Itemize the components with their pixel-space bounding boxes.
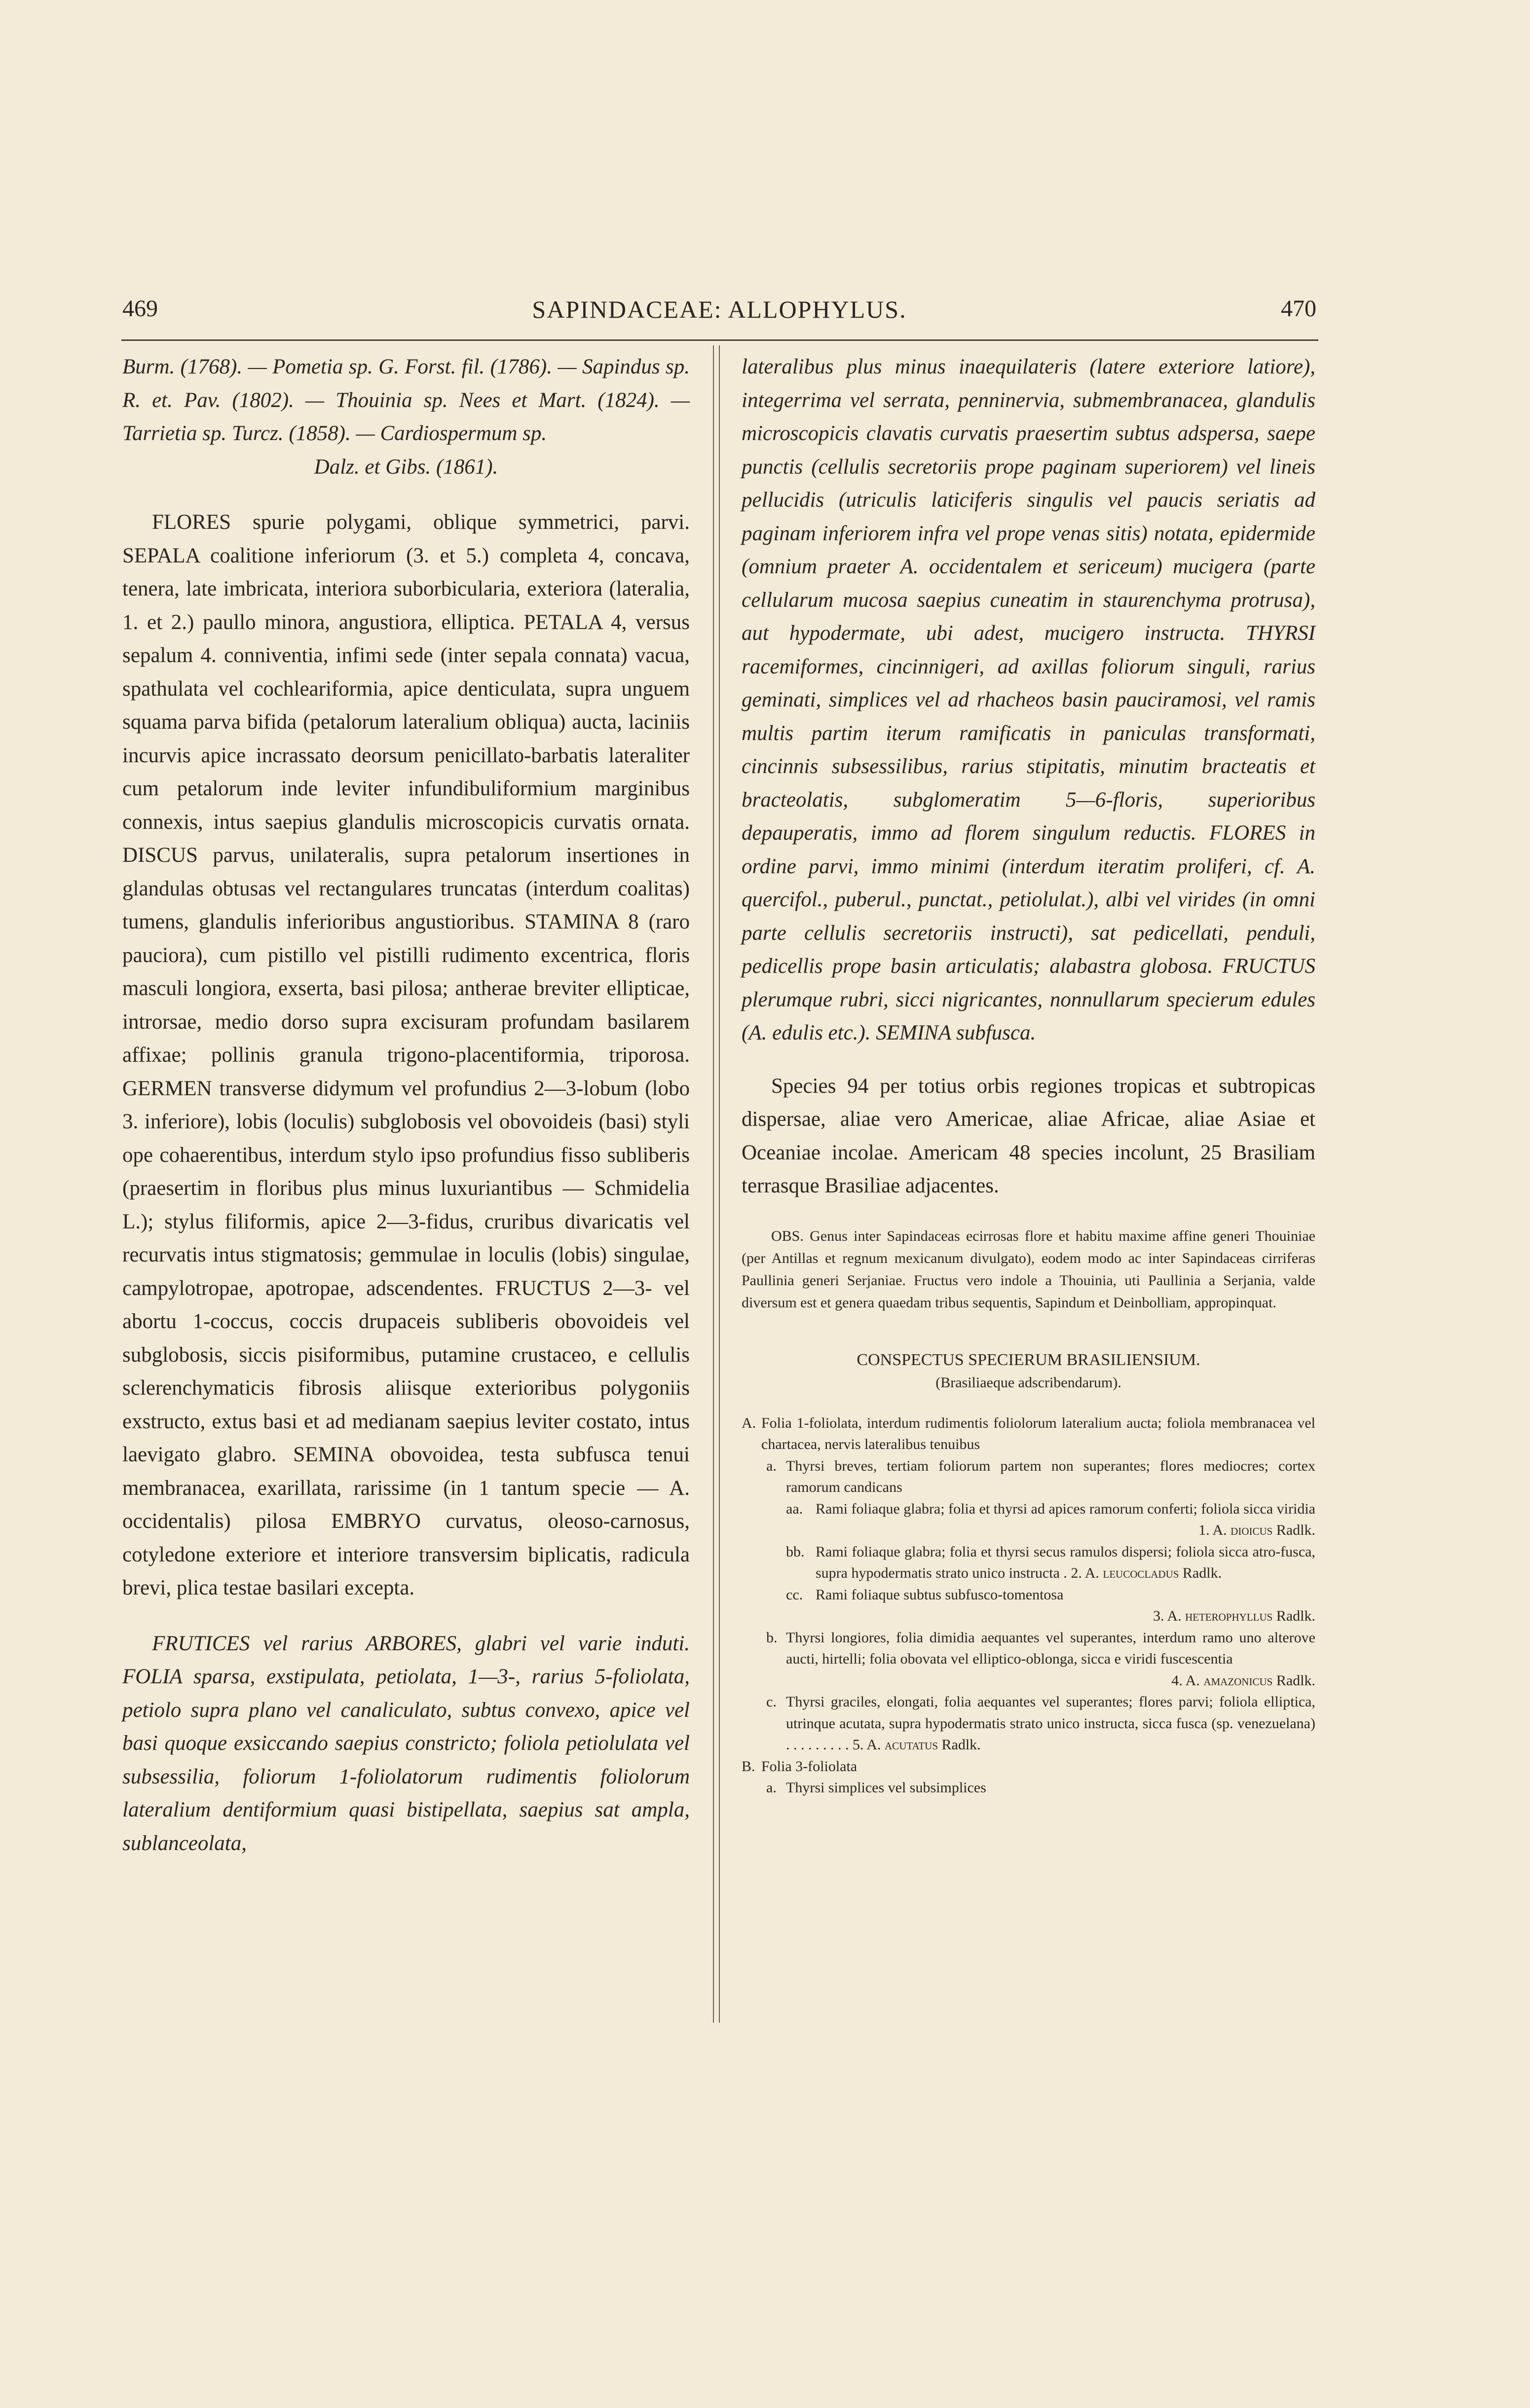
right-column [742, 350, 1315, 1799]
key-entry [742, 1584, 1315, 1627]
key-label: a. [766, 1779, 777, 1796]
key-species-name: 1. A. dioicus Radlk. [1198, 1522, 1315, 1538]
species-key [742, 1412, 1315, 1799]
key-species-name: leucocladus [1103, 1565, 1179, 1581]
key-label: bb. [786, 1543, 805, 1560]
key-text: Thyrsi longiores, folia dimidia aequantes vel superantes, interdum ramo uno alterove aucti, hirtelli; folia obovata vel elliptico-oblonga, sicca e viridi fuscescentia [786, 1629, 1315, 1667]
key-species-author: Radlk. [941, 1737, 981, 1753]
column-divider [713, 345, 720, 2023]
key-label: c. [766, 1694, 777, 1710]
key-text: Rami foliaque glabra; folia et thyrsi ad apices ramorum conferti; foliola sicca viridia [816, 1500, 1315, 1517]
synonymy-references-end: Dalz. et Gibs. (1861). [314, 455, 498, 479]
key-text: Thyrsi graciles, elongati, folia aequantes vel superantes; flores parvi; foliola elliptica, utrinque acutata, supra hypodermatis strato unico instructa, sicca fusca (sp. venezuelana) . . . . . . . . . 5. A. [786, 1694, 1315, 1753]
key-entry [742, 1455, 1315, 1498]
conspectus-title: CONSPECTUS SPECIERUM BRASILIENSIUM. [857, 1350, 1200, 1369]
synonymy-references: Burm. (1768). — Pometia sp. G. Forst. fil. (1786). — Sapindus sp. R. et. Pav. (1802). — Thouinia sp. Nees et Mart. (1824). — Tarrietia sp. Turcz. (1858). — Cardiospermum sp. [122, 355, 690, 445]
conspectus-subtitle: (Brasiliaeque adscribendarum). [935, 1374, 1121, 1391]
key-text: Folia 1-foliolata, interdum rudimentis foliolorum lateralium aucta; foliola membranacea vel chartacea, nervis lateralibus tenuibus [761, 1414, 1315, 1452]
key-entry [742, 1691, 1315, 1756]
page-number-right: 470 [1281, 296, 1316, 322]
frutices-paragraph: FRUTICES vel rarius ARBORES, glabri vel varie induti. FOLIA sparsa, exstipulata, petiolata, 1—3-, rarius 5-foliolata, petiolo supra plano vel canaliculato, subtus convexo, apice vel basi quoque exsiccando saepius constricto; foliola petiolulata vel subsessilia, foliorum 1-foliolatorum rudimentis foliolorum lateralium dentiformium quasi bistipellata, saepius sat ampla, sublanceolata, [122, 1631, 690, 1855]
key-label: a. [766, 1457, 777, 1474]
key-label: aa. [786, 1500, 803, 1517]
key-species-author: Radlk. [1182, 1565, 1222, 1581]
key-label: A. [742, 1414, 756, 1431]
key-label: cc. [786, 1586, 803, 1603]
key-text: Thyrsi simplices vel subsimplices [786, 1779, 986, 1796]
key-label: b. [766, 1629, 778, 1646]
description-continued: lateralibus plus minus inaequilateris (latere exteriore latiore), integerrima vel serrata, penninervia, submembranacea, glandulis microscopicis clavatis curvatis praesertim subtus adspersa, saepe punctis (cellulis secretoriis prope paginam superiorem) vel lineis pellucidis (utriculis laticiferis singulis vel paucis seriatis ad paginam inferiorem infra vel prope venas sitis) notata, epidermide (omnium praeter A. occidentalem et sericeum) mucigera (parte cellularum mucosa saepius cuneatim in staurenchyma protrusa), aut hypodermate, ubi adest, mucigero instructa. THYRSI racemiformes, cincinnigeri, ad axillas foliorum singuli, rarius geminati, simplices vel ad rhacheos basin pauciramosi, vel ramis multis partim iterum ramificatis in paniculas transformati, cincinnis subsessilibus, rarius stipitatis, minutim bracteatis et bracteolatis, subglomeratim 5—6-floris, superioribus depauperatis, immo ad florem singulum reductis. FLORES in ordine parvi, immo minimi (interdum iteratim proliferi, cf. A. quercifol., puberul., punctat., petiolulat.), albi vel virides (in omni parte cellulis secretoriis instructi), sat pedicellati, penduli, pedicellis prope basin articulatis; alabastra globosa. FRUCTUS plerumque rubri, sicci nigricantes, nonnullarum specierum edules (A. edulis etc.). SEMINA subfusca. [742, 355, 1315, 1044]
obs-note: OBS. Genus inter Sapindaceas ecirrosas flore et habitu maxime affine generi Thouiniae (per Antillas et regnum mexicanum divulgato), eodem modo ac inter Sapindaceas cirriferas Paullinia generi Serjaniae. Fructus vero indole a Thouinia, uti Paullinia a Serjania, valde diversum est et genera quaedam tribus sequentis, Sapindum et Deinbolliam, appropinquat. [742, 1227, 1315, 1311]
key-text: Folia 3-foliolata [761, 1758, 858, 1775]
header-rule [121, 339, 1318, 341]
key-entry [742, 1498, 1315, 1541]
left-column [122, 350, 690, 1860]
key-species-name: 4. A. amazonicus Radlk. [1171, 1672, 1315, 1689]
key-entry [742, 1777, 1315, 1799]
page-number-left: 469 [122, 296, 158, 322]
key-text: Thyrsi breves, tertiam foliorum partem non superantes; flores mediocres; cortex ramorum candicans [786, 1457, 1315, 1495]
key-entry [742, 1756, 1315, 1778]
key-text: Rami foliaque subtus subfusco-tomentosa [816, 1586, 1064, 1603]
key-entry [742, 1412, 1315, 1455]
key-species-name: 3. A. heterophyllus Radlk. [1153, 1608, 1315, 1624]
running-title: SAPINDACEAE: ALLOPHYLUS. [532, 296, 907, 323]
key-label: B. [742, 1758, 755, 1775]
key-species-name: acutatus [885, 1737, 938, 1753]
species-paragraph: Species 94 per totius orbis regiones tropicas et subtropicas dispersae, aliae vero Americae, aliae Africae, aliae Asiae et Oceaniae incolae. Americam 48 species incolunt, 25 Brasiliam terrasque Brasiliae adjacentes. [742, 1074, 1315, 1197]
flores-paragraph: FLORES spurie polygami, oblique symmetrici, parvi. SEPALA coalitione inferiorum (3. et 5.) completa 4, concava, tenera, late imbricata, interiora suborbicularia, exteriora (lateralia, 1. et 2.) paullo minora, angustiora, elliptica. PETALA 4, versus sepalum 4. conniventia, infimi sede (inter sepala connata) vacua, spathulata vel cochleariformia, apice denticulata, supra unguem squama parva bifida (petalorum lateralium obliqua) aucta, laciniis incurvis apice incrassato deorsum penicillato-barbatis lateraliter cum petalorum inde leviter infundibuliformium marginibus connexis, intus saepius glandulis microscopicis curvatis ornata. DISCUS parvus, unilateralis, supra petalorum insertiones in glandulas obtusas vel rectangulares truncatas (interdum coalitas) tumens, glandulis inferioribus angustioribus. STAMINA 8 (raro pauciora), cum pistillo vel pistilli rudimento excentrica, floris masculi longiora, exserta, basi pilosa; antherae breviter ellipticae, introrsae, medio dorso supra excisuram profundam basilarem affixae; pollinis granula trigono-placentiformia, triporosa. GERMEN transverse didymum vel profundius 2—3-lobum (lobo 3. inferiore), lobis (loculis) subglobosis vel obovoideis (basi) styli ope cohaerentibus, interdum stylo ipso profundius fisso subliberis (praesertim in floribus plus minus luxuriantibus — Schmidelia L.); stylus filiformis, apice 2—3-fidus, cruribus divaricatis vel recurvatis intus stigmatosis; gemmulae in loculis (lobis) singulae, campylotropae, apotropae, adscendentes. FRUCTUS 2—3- vel abortu 1-coccus, coccis drupaceis subliberis obovoideis vel subglobosis, siccis pisiformibus, putamine crustaceo, e cellulis sclerenchymaticis fibrosis aliisque exterioribus polygoniis exstructo, extus basi et ad medianam saepius leviter costato, intus laevigato glabro. SEMINA obovoidea, testa subfusca tenui membranacea, exarillata, rarissime (in 1 tantum specie — A. occidentalis) pilosa EMBRYO curvatus, oleoso-carnosus, cotyledone exteriore et interiore transversim biplicatis, radicula brevi, plica testae basilari excepta. [122, 511, 690, 1599]
key-entry [742, 1541, 1315, 1584]
running-header [122, 295, 1316, 330]
key-entry [742, 1627, 1315, 1692]
key-text: Rami foliaque glabra; folia et thyrsi secus ramulos dispersi; foliola sicca atro-fusca, supra hypodermatis strato unico instructa . 2. A. [816, 1543, 1315, 1581]
